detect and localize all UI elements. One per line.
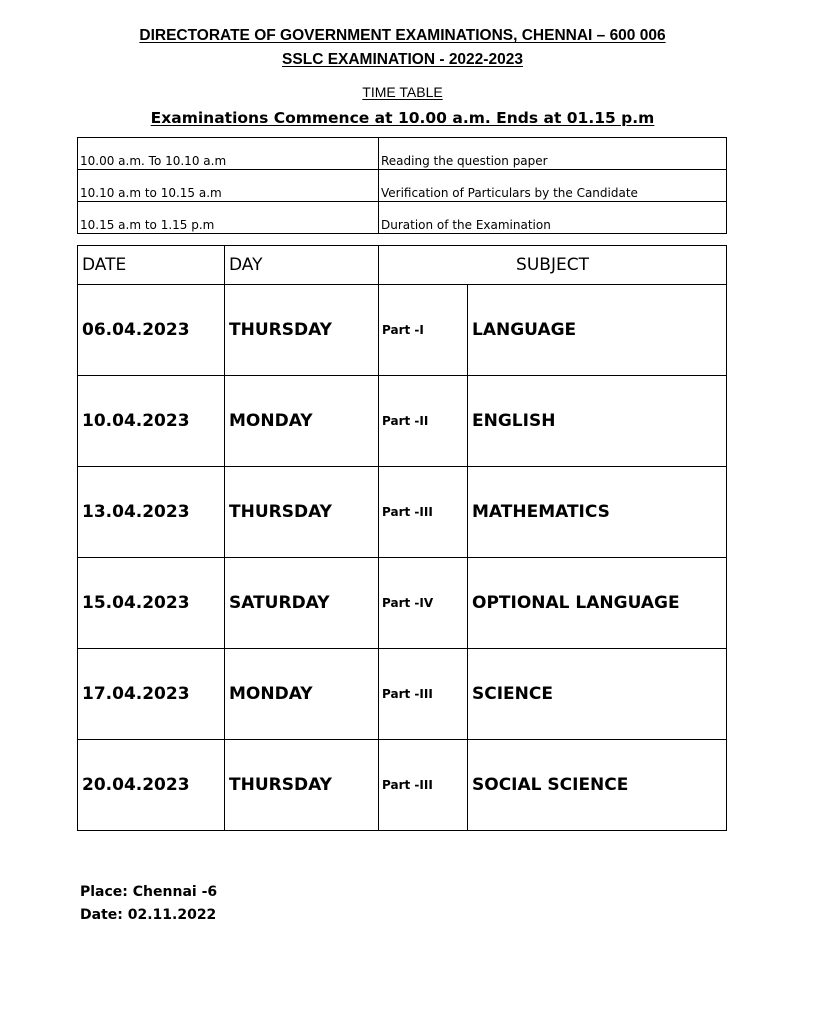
exam-part: Part -III	[379, 649, 468, 740]
exam-subject: OPTIONAL LANGUAGE	[468, 558, 727, 649]
exam-date: 20.04.2023	[78, 740, 225, 831]
exam-day: MONDAY	[225, 649, 379, 740]
exam-subject: SOCIAL SCIENCE	[468, 740, 727, 831]
exam-date: 06.04.2023	[78, 285, 225, 376]
subject-column-header: SUBJECT	[379, 246, 727, 285]
exam-subject: LANGUAGE	[468, 285, 727, 376]
timing-activity: Verification of Particulars by the Candidate	[379, 170, 727, 202]
exam-day: THURSDAY	[225, 285, 379, 376]
time-table-heading: TIME TABLE	[362, 84, 443, 100]
exam-part: Part -I	[379, 285, 468, 376]
exam-day: MONDAY	[225, 376, 379, 467]
table-row	[78, 285, 727, 376]
timing-row	[78, 202, 727, 234]
timing-row	[78, 138, 727, 170]
organization-heading: DIRECTORATE OF GOVERNMENT EXAMINATIONS, CHENNAI – 600 006	[139, 27, 666, 44]
exam-part: Part -III	[379, 740, 468, 831]
schedule-table	[77, 245, 727, 831]
table-row	[78, 467, 727, 558]
table-row	[78, 649, 727, 740]
exam-subject: ENGLISH	[468, 376, 727, 467]
footer-date: Date: 02.11.2022	[80, 907, 217, 923]
timing-activity: Reading the question paper	[379, 138, 727, 170]
day-column-header: DAY	[225, 246, 379, 285]
exam-subject: MATHEMATICS	[468, 467, 727, 558]
exam-part: Part -II	[379, 376, 468, 467]
exam-subject: SCIENCE	[468, 649, 727, 740]
timing-time: 10.15 a.m to 1.15 p.m	[78, 202, 379, 234]
table-row	[78, 558, 727, 649]
commence-note: Examinations Commence at 10.00 a.m. Ends at 01.15 p.m	[150, 109, 655, 127]
footer-place: Place: Chennai -6	[80, 884, 218, 900]
table-row	[78, 740, 727, 831]
exam-day: THURSDAY	[225, 467, 379, 558]
timing-time: 10.10 a.m to 10.15 a.m	[78, 170, 379, 202]
table-row	[78, 376, 727, 467]
date-column-header: DATE	[78, 246, 225, 285]
exam-day: THURSDAY	[225, 740, 379, 831]
schedule-header-row	[78, 246, 727, 285]
exam-date: 15.04.2023	[78, 558, 225, 649]
timing-row	[78, 170, 727, 202]
exam-day: SATURDAY	[225, 558, 379, 649]
exam-part: Part -IV	[379, 558, 468, 649]
exam-date: 17.04.2023	[78, 649, 225, 740]
exam-date: 13.04.2023	[78, 467, 225, 558]
timing-time: 10.00 a.m. To 10.10 a.m	[78, 138, 379, 170]
timing-activity: Duration of the Examination	[379, 202, 727, 234]
timings-table	[77, 137, 727, 234]
exam-part: Part -III	[379, 467, 468, 558]
exam-date: 10.04.2023	[78, 376, 225, 467]
exam-heading: SSLC EXAMINATION - 2022-2023	[282, 51, 523, 68]
